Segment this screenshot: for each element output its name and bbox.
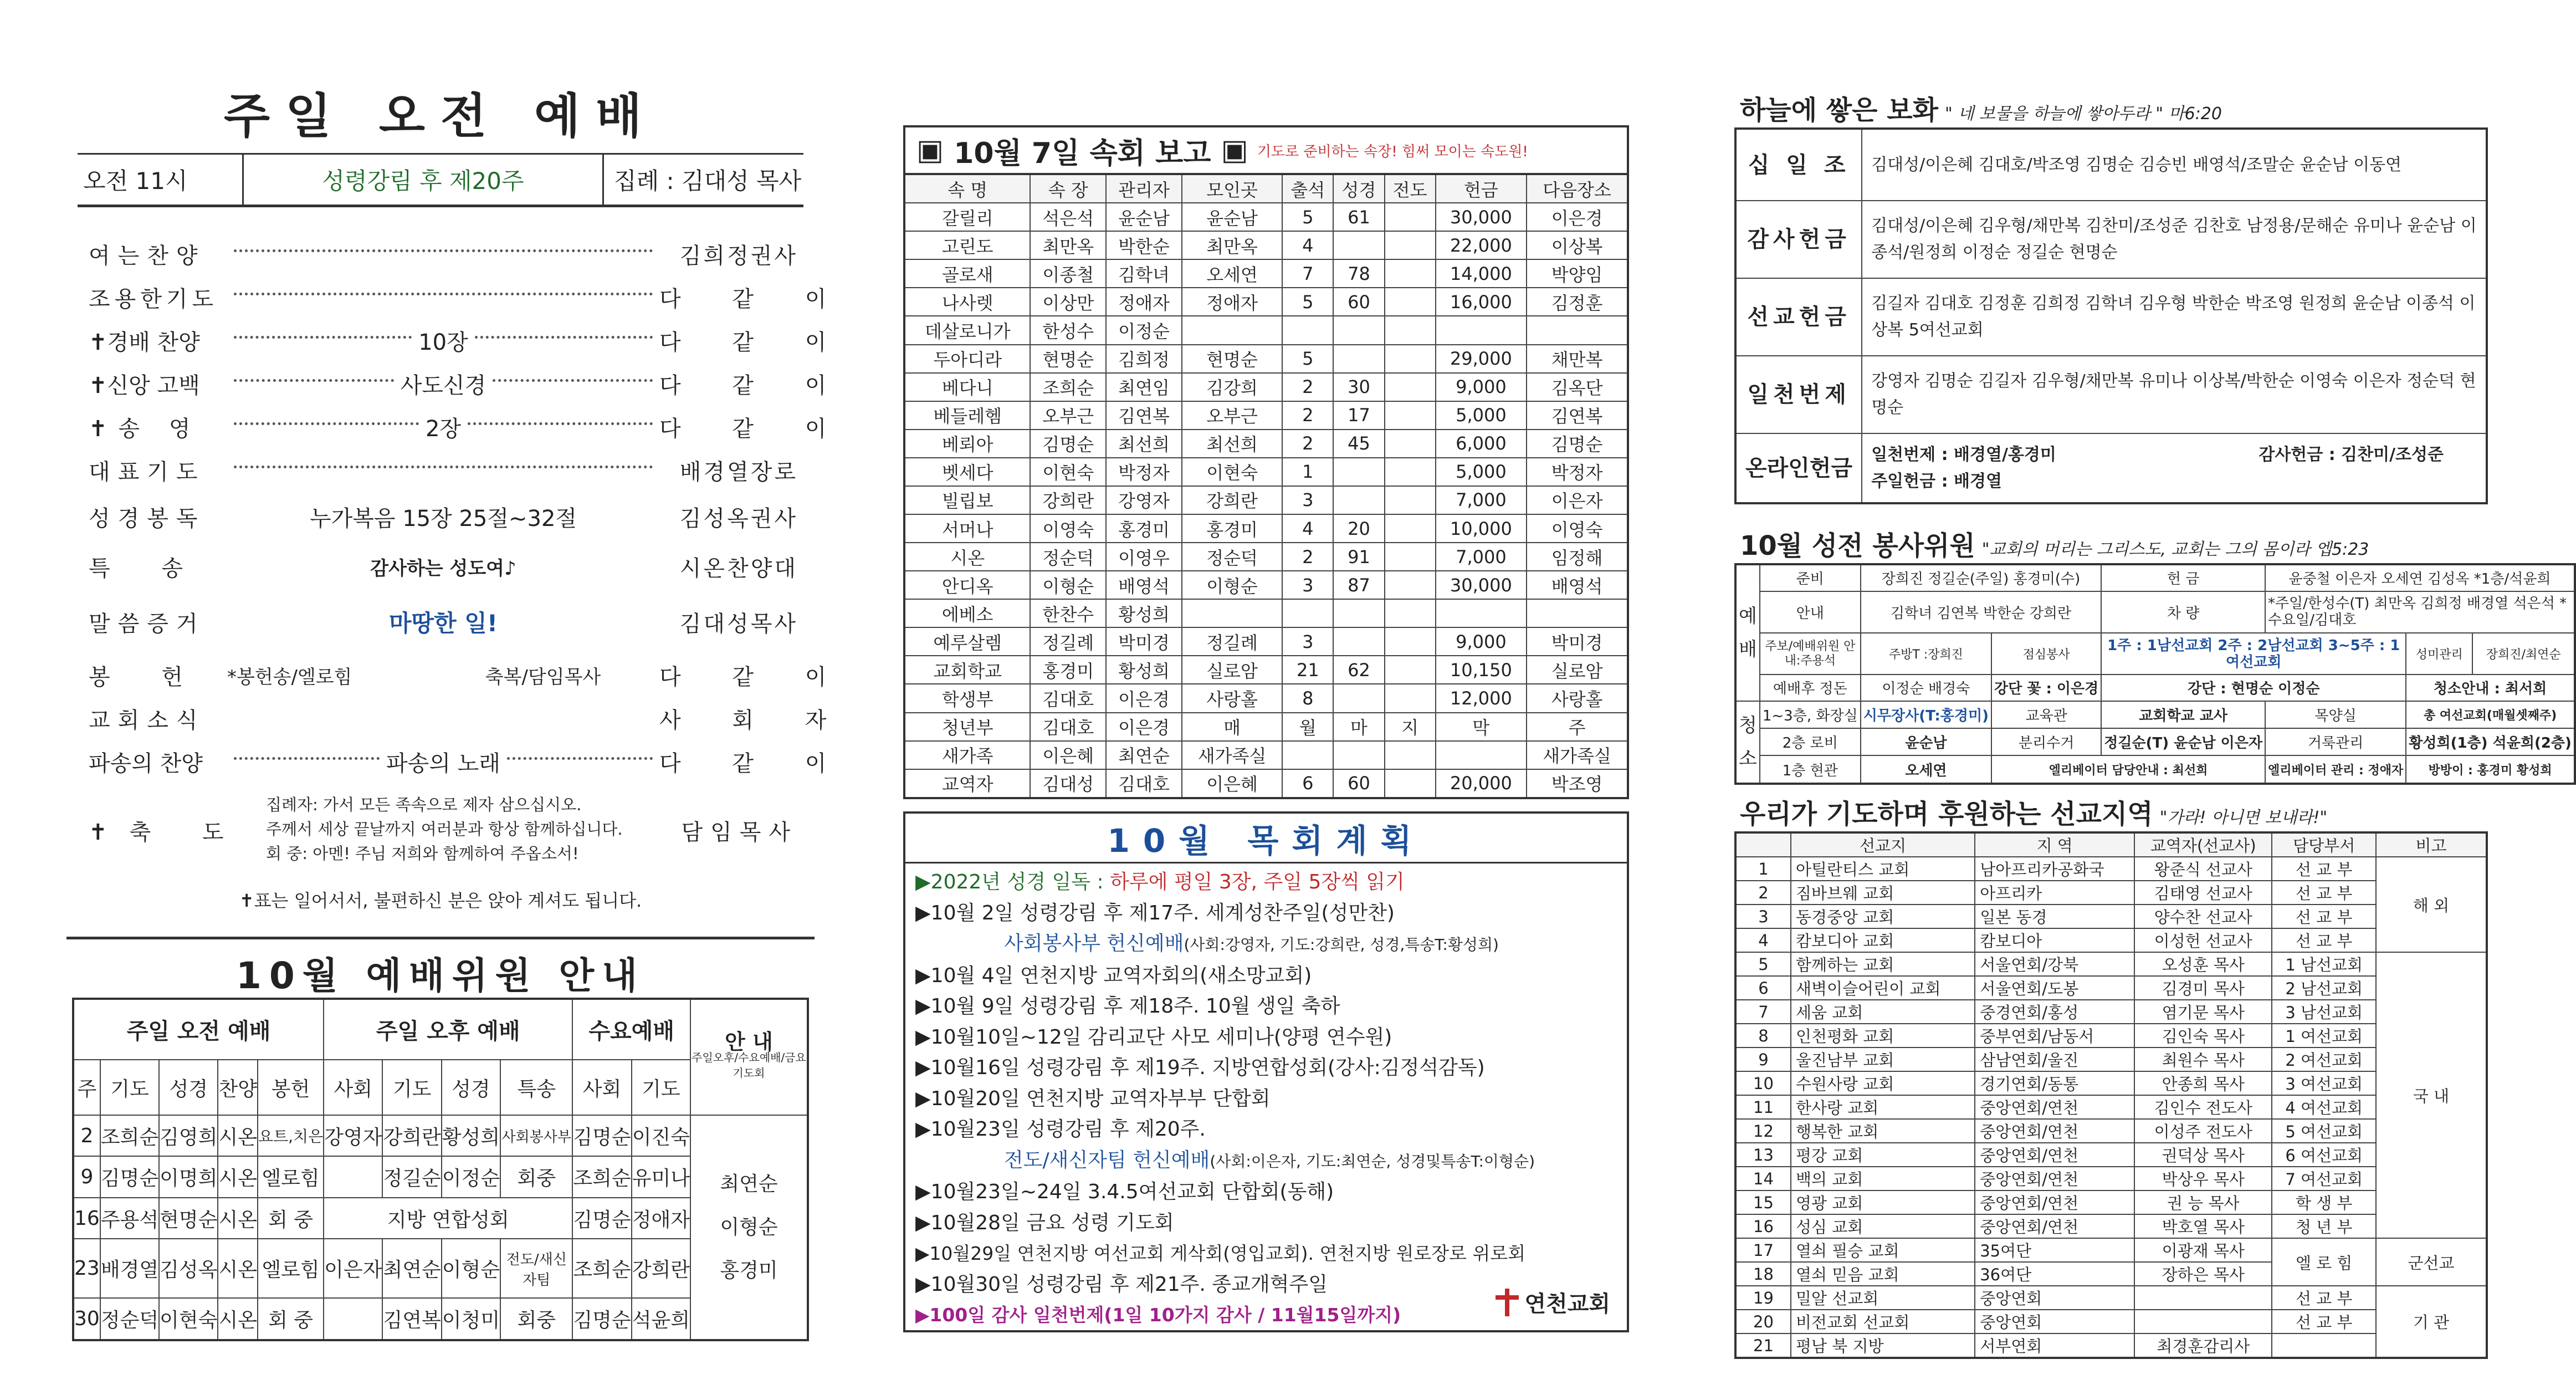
table-row: 교회학교 홍경미 황성희 실로암 21 62 10,150 실로암 <box>904 656 1628 684</box>
table-row: 두아디라 현명순 김희정 현명순 5 29,000 채만복 <box>904 345 1628 373</box>
service-time: 오전 11시 <box>78 155 244 205</box>
service-info-bar <box>78 153 803 207</box>
table-row: 5 함께하는 교회 서울연회/강북 오성훈 목사 1 남선교회 국 내 <box>1735 952 2487 976</box>
square-icon: ▣ <box>916 134 954 167</box>
order-row: 여는찬양 김희정권사 <box>89 243 798 269</box>
table-row: 21 평남 북 지방 서부연회 최경훈감리사 <box>1735 1333 2487 1358</box>
order-row: 대표기도 배경열장로 <box>89 459 798 485</box>
duty-row: 23 배경열 김성옥 시온 엘로힘 이은자 최연순 이형순 전도/새신자팀 조희순 강희란 <box>73 1239 808 1298</box>
report-table: 속 명 속 장 관리자 모인곳 출석 성경 전도 헌금 다음장소 갈릴리 석은석 윤순남 윤순남 5 61 30,000 이은경 고린도 최만옥 박한순 최만옥 4 22,000 이상복 골로새 이종철 김학녀 오세연 7 78 14,000 박양임 나사렛 이상만 정애자 정애자 5 60 16,000 김정훈 데살로니가 한성수 이정순 두아디라 현명순 김희정 현명순 5 29,000 채만복 베다니 조희순 최연임 김강희 2 30 9,000 김옥단 베들레헴 오부근 김연복 오부근 2 17 5,000 김연복 베뢰아 김명순 최선희 최선희 2 45 6,000 김명순 벳세다 이현숙 박정자 이현숙 1 5,000 박정자 빌립보 강희란 강영자 강희란 3 7,000 이은자 서머나 이영숙 홍경미 홍경미 4 20 10,000 이영숙 시온 정순덕 이영우 정순덕 2 91 7,000 임정해 안디옥 이형순 배영석 이형순 3 87 30,000 배영석 에베소 한찬수 황성희 예루살렘 정길례 박미경 정길례 3 9,000 박미경 교회학교 홍경미 황성희 실로암 21 62 10,150 실로암 학생부 김대호 이은경 사랑홀 8 12,000 사랑홀 청년부 김대호 이은경 매 월 마 지 막 주 새가족 이은혜 최연순 새가족실 새가족실 교역자 김대성 김대호 이은혜 6 60 20,000 박조영 <box>903 173 1629 799</box>
duty-row: 9 김명순 이명희 시온 엘로힘 정길순 이정순 회중 조희순 유미나 <box>73 1156 808 1197</box>
table-row: 갈릴리 석은석 윤순남 윤순남 5 61 30,000 이은경 <box>904 203 1628 231</box>
table-row: 8 인천평화 교회 중부연회/남동서 김인숙 목사 1 여선교회 <box>1735 1024 2487 1048</box>
square-icon: ▣ <box>1211 134 1248 167</box>
table-row: 예배후 정돈 이정순 배경숙 강단 꽃 : 이은경 강단 : 현명순 이정순 청소안내 : 최서희 <box>1735 675 2575 701</box>
table-row: 일천번제 강영자 김명순 김길자 김우형/채만복 유미나 이상복/박한순 이영숙 이은자 정순덕 현명순 <box>1735 356 2487 433</box>
order-row: 특 송 감사하는 성도여♪ 시온찬양대 <box>89 556 798 581</box>
offering-table <box>1734 127 2488 504</box>
table-row: 주보/예배위원 안내:주용석 주방T :장희진 점심봉사 1주 : 1남선교회 2주 : 2남선교회 3~5주 : 1여선교회 성미관리 장희진/최연순 <box>1735 633 2575 675</box>
table-row: 12 행복한 교회 중앙연회/연천 이성주 전도사 5 여선교회 <box>1735 1119 2487 1143</box>
table-row: 고린도 최만옥 박한순 최만옥 4 22,000 이상복 <box>904 231 1628 259</box>
duty-table: 주일 오전 예배 주일 오후 예배 수요예배 안 내 주일오후/수요예배/금요기도회 주 기도 성경 찬양 봉헌 사회 기도 성경 특송 사회 기도 2 조희순 김영희 시온 요트,치은 강영자 강희란 황성희 사회봉사부 김명순 이진숙 최연순 이형순 홍경미 9 김명순 이명희 시온 엘로힘 정길순 이정순 회중 조희순 유미나 16 주용석 현명순 시온 회 중 지방 연합성회 김명순 정애자 23 배경열 김성옥 시온 엘로힘 이은자 최연순 이형순 전도/새신자팀 조희순 강희란 30 정순덕 이현숙 시온 회 중 김연복 이청미 회중 김명순 석윤희 <box>72 998 809 1341</box>
table-row: 감사헌금 김대성/이은혜 김우형/채만복 김찬미/조성준 김찬호 남정용/문해순 유미나 윤순남 이종석/원정희 이정순 정길순 현명순 <box>1735 201 2487 278</box>
serve-title: 10월 성전 봉사위원 "교회의 머리는 그리스도, 교회는 그의 몸이라 엡5:23 <box>1740 530 2369 561</box>
order-row: 성경봉독 누가복음 15장 25절~32절 김성옥권사 <box>89 506 798 532</box>
table-row: 청년부 김대호 이은경 매 월 마 지 막 주 <box>904 713 1628 741</box>
table-row: 청소 1~3층, 화장실 시무장사(T:홍경미) 교육관 교회학교 교사 목양실 총 여선교회(매월셋째주) <box>1735 701 2575 728</box>
plan-box <box>903 811 1629 1332</box>
offering-panel <box>1729 0 2572 1400</box>
table-row: 안내 김학녀 김연복 박한순 강희란 차 량 *주일/한성수(T) 최만옥 김희정 배경열 석은석 *수요일/김대호 <box>1735 591 2575 633</box>
table-row: 10 수원사랑 교회 경기연회/동통 안종희 목사 3 여선교회 <box>1735 1071 2487 1095</box>
offering-title: 하늘에 쌓은 보화 " 네 보물을 하늘에 쌓아두라 " 마6:20 <box>1740 95 2222 126</box>
serve-table <box>1734 563 2576 785</box>
order-row: ✝축 도 담임목사 <box>89 820 798 845</box>
report-title: 10월 7일 속회 보고 <box>954 136 1211 170</box>
table-row: 십 일 조 김대성/이은혜 김대호/박조영 김명순 김승빈 배영석/조말순 윤순남 이동연 <box>1735 129 2487 201</box>
order-row: 봉 헌 *봉헌송/엘로힘 축복/담임목사 다 같 이 <box>89 665 849 690</box>
table-row: 골로새 이종철 김학녀 오세연 7 78 14,000 박양임 <box>904 259 1628 288</box>
table-row: 예배 준비 장희진 정길순(주일) 홍경미(수) 헌 금 윤중철 이은자 오세연 김성옥 *1층/석윤희 <box>1735 564 2575 591</box>
cross-icon <box>1493 1289 1521 1316</box>
table-row: 나사렛 이상만 정애자 정애자 5 60 16,000 김정훈 <box>904 288 1628 316</box>
table-row: 16 성심 교회 중앙연회/연천 박호열 목사 청 년 부 <box>1735 1214 2487 1238</box>
table-row: 20 비전교회 선교회 중앙연회 선 교 부 <box>1735 1310 2487 1333</box>
missions-title: 우리가 기도하며 후원하는 선교지역 "가라! 아니면 보내라!" <box>1740 799 2328 830</box>
table-row: 교역자 김대성 김대호 이은혜 6 60 20,000 박조영 <box>904 769 1628 798</box>
blessing-text: 집례자: 가서 모든 족속으로 제자 삼으십시오. 주께서 세상 끝날까지 여러분과 항상 함께하십니다. 회 중: 아멘! 주님 저희와 함께하여 주옵소서! <box>266 795 623 863</box>
order-row: 조용한기도 다 같 이 <box>89 287 849 312</box>
table-row: 9 울진남부 교회 삼남연회/울진 최원수 목사 2 여선교회 <box>1735 1048 2487 1071</box>
table-row: 7 세움 교회 중경연회/홍성 염기문 목사 3 남선교회 <box>1735 1000 2487 1024</box>
report-subtitle: 기도로 준비하는 속장! 힘써 모이는 속도원! <box>1257 143 1528 160</box>
table-row: 데살로니가 한성수 이정순 <box>904 316 1628 344</box>
duty-row: 16 주용석 현명순 시온 회 중 지방 연합성회 김명순 정애자 <box>73 1198 808 1239</box>
report-panel <box>892 0 1640 1400</box>
order-row: 교회소식 사 회 자 <box>89 708 849 733</box>
table-row: 3 동경중앙 교회 일본 동경 양수찬 선교사 선 교 부 <box>1735 905 2487 928</box>
order-row: 말씀증거 마땅한 일! 김대성목사 <box>89 610 798 637</box>
table-row: 베들레헴 오부근 김연복 오부근 2 17 5,000 김연복 <box>904 401 1628 430</box>
table-row: 11 한사랑 교회 중앙연회/연천 김인수 전도사 4 여선교회 <box>1735 1095 2487 1119</box>
table-row: 시온 정순덕 이영우 정순덕 2 91 7,000 임정해 <box>904 543 1628 571</box>
table-row: 6 새벽이슬어린이 교회 서울연회/도봉 김경미 목사 2 남선교회 <box>1735 976 2487 1000</box>
standing-note: ✝표는 일어서서, 불편하신 분은 앉아 계셔도 됩니다. <box>239 890 642 911</box>
service-title: 주일 오전 예배 <box>223 89 658 144</box>
table-row: 선교헌금 김길자 김대호 김정훈 김희정 김학녀 김우형 박한순 박조영 원정희 윤순남 이종석 이상복 5여선교회 <box>1735 278 2487 356</box>
service-week: 성령강림 후 제20주 <box>244 155 604 205</box>
plan-list: ▶2022년 성경 일독 : 하루에 평일 3장, 주일 5장씩 읽기 ▶10월 2일 성령강림 후 제17주. 세계성찬주일(성만찬) 사회봉사부 헌신예배(사회:강영자, 기도:강희란, 성경,특송T:황성희) ▶10월 4일 연천지방 교역자회의(새소망교회) ▶10월 9일 성령강림 후 제18주. 10월 생일 축하 ▶10월10일~12일 감리교단 사모 세미나(양평 연수원) ▶10월16일 성령강림 후 제19주. 지방연합성회(강사:김정석감독) ▶10월20일 연천지방 교역자부부 단합회 ▶10월23일 성령강림 후 제20주. 전도/새신자팀 헌신예배(사회:이은자, 기도:최연순, 성경및특송T:이형순) ▶10월23일~24일 3.4.5여선교회 단합회(동해) ▶10월28일 금요 성령 기도회 ▶10월29일 연천지방 여선교회 게삭회(영입교회). 연천지방 원로장로 위로회 ▶10월30일 성령강림 후 제21주. 종교개혁주일 ▶100일 감사 일천번제(1일 10가지 감사 / 11월15일까지) <box>915 871 1535 1326</box>
report-header <box>903 125 1629 173</box>
table-row: 벳세다 이현숙 박정자 이현숙 1 5,000 박정자 <box>904 458 1628 486</box>
table-row: 온라인헌금 일천번제 : 배경열/홍경미 감사헌금 : 김찬미/조성준 주일헌금 : 배경열 <box>1735 433 2487 503</box>
order-row: 파송의 찬양 파송의 노래 다 같 이 <box>89 751 849 776</box>
table-row: 19 밀알 선교회 중앙연회 선 교 부 기 관 <box>1735 1286 2487 1310</box>
service-presider: 집례 : 김대성 목사 <box>614 167 802 195</box>
duty-row: 2 조희순 김영희 시온 요트,치은 강영자 강희란 황성희 사회봉사부 김명순 이진숙 최연순 이형순 홍경미 <box>73 1115 808 1156</box>
worship-order-panel <box>66 0 849 1400</box>
table-row: 18 열쇠 믿음 교회 36여단 장하은 목사 <box>1735 1262 2487 1286</box>
table-row: 학생부 김대호 이은경 사랑홀 8 12,000 사랑홀 <box>904 684 1628 712</box>
table-row: 1층 현관 오세연 엘리베이터 담당안내 : 최선희 엘리베이터 관리 : 정애자 방방이 : 홍경미 황성희 <box>1735 755 2575 784</box>
order-row: ✝신앙 고백 사도신경 다 같 이 <box>89 373 849 398</box>
table-row: 베다니 조희순 최연임 김강희 2 30 9,000 김옥단 <box>904 373 1628 401</box>
table-row: 서머나 이영숙 홍경미 홍경미 4 20 10,000 이영숙 <box>904 514 1628 543</box>
church-logo: 연천교회 <box>1493 1286 1610 1318</box>
table-row: 에베소 한찬수 황성희 <box>904 599 1628 627</box>
duty-title: 10월 예배위원 안내 <box>66 937 815 999</box>
order-row: ✝경배 찬양 10장 다 같 이 <box>89 330 849 355</box>
plan-title: 10월 목회계획 <box>905 814 1627 863</box>
table-row: 15 영광 교회 중앙연회/연천 권 능 목사 학 생 부 <box>1735 1190 2487 1214</box>
missions-table: 선교지 지 역 교역자(선교사) 담당부서 비고 1 아틸란티스 교회 남아프리카공화국 왕준식 선교사 선 교 부 해 외 2 짐바브웨 교회 아프리카 김태영 선교사 선 교 부 3 동경중앙 교회 일본 동경 양수찬 선교사 선 교 부 4 캄보디아 교회 캄보디아 이성헌 선교사 선 교 부 5 함께하는 교회 서울연회/강북 오성훈 목사 1 남선교회 국 내 6 새벽이슬어린이 교회 서울연회/도봉 김경미 목사 2 남선교회 7 세움 교회 중경연회/홍성 염기문 목사 3 남선교회 8 인천평화 교회 중부연회/남동서 김인숙 목사 1 여선교회 9 울진남부 교회 삼남연회/울진 최원수 목사 2 여선교회 10 수원사랑 교회 경기연회/동통 안종희 목사 3 여선교회 11 한사랑 교회 중앙연회/연천 김인수 전도사 4 여선교회 12 행복한 교회 중앙연회/연천 이성주 전도사 5 여선교회 13 평강 교회 중앙연회/연천 권덕상 목사 6 여선교회 14 백의 교회 중앙연회/연천 박상우 목사 7 여선교회 15 영광 교회 중앙연회/연천 권 능 목사 학 생 부 16 성심 교회 중앙연회/연천 박호열 목사 청 년 부 17 열쇠 필승 교회 35여단 이광재 목사 엘 로 힘 군선교 18 열쇠 믿음 교회 36여단 장하은 목사 19 밀알 선교회 중앙연회 선 교 부 기 관 20 비전교회 선교회 중앙연회 선 교 부 21 평남 북 지방 서부연회 최경훈감리사 <box>1734 831 2488 1359</box>
table-row: 14 백의 교회 중앙연회/연천 박상우 목사 7 여선교회 <box>1735 1167 2487 1190</box>
table-row: 2 짐바브웨 교회 아프리카 김태영 선교사 선 교 부 <box>1735 881 2487 905</box>
table-row: 베뢰아 김명순 최선희 최선희 2 45 6,000 김명순 <box>904 430 1628 458</box>
order-row: ✝송 영 2장 다 같 이 <box>89 416 849 442</box>
duty-row: 30 정순덕 이현숙 시온 회 중 김연복 이청미 회중 김명순 석윤희 <box>73 1298 808 1340</box>
table-row: 4 캄보디아 교회 캄보디아 이성헌 선교사 선 교 부 <box>1735 928 2487 952</box>
table-row: 13 평강 교회 중앙연회/연천 권덕상 목사 6 여선교회 <box>1735 1143 2487 1167</box>
table-row: 2층 로비 윤순남 분리수거 정길순(T) 윤순남 이은자 거룩관리 황성희(1층) 석윤희(2층) <box>1735 728 2575 755</box>
table-row: 1 아틸란티스 교회 남아프리카공화국 왕준식 선교사 선 교 부 해 외 <box>1735 857 2487 881</box>
table-row: 예루살렘 정길례 박미경 정길례 3 9,000 박미경 <box>904 627 1628 656</box>
table-row: 빌립보 강희란 강영자 강희란 3 7,000 이은자 <box>904 486 1628 514</box>
table-row: 안디옥 이형순 배영석 이형순 3 87 30,000 배영석 <box>904 571 1628 599</box>
table-row: 17 열쇠 필승 교회 35여단 이광재 목사 엘 로 힘 군선교 <box>1735 1238 2487 1262</box>
table-row: 새가족 이은혜 최연순 새가족실 새가족실 <box>904 741 1628 769</box>
